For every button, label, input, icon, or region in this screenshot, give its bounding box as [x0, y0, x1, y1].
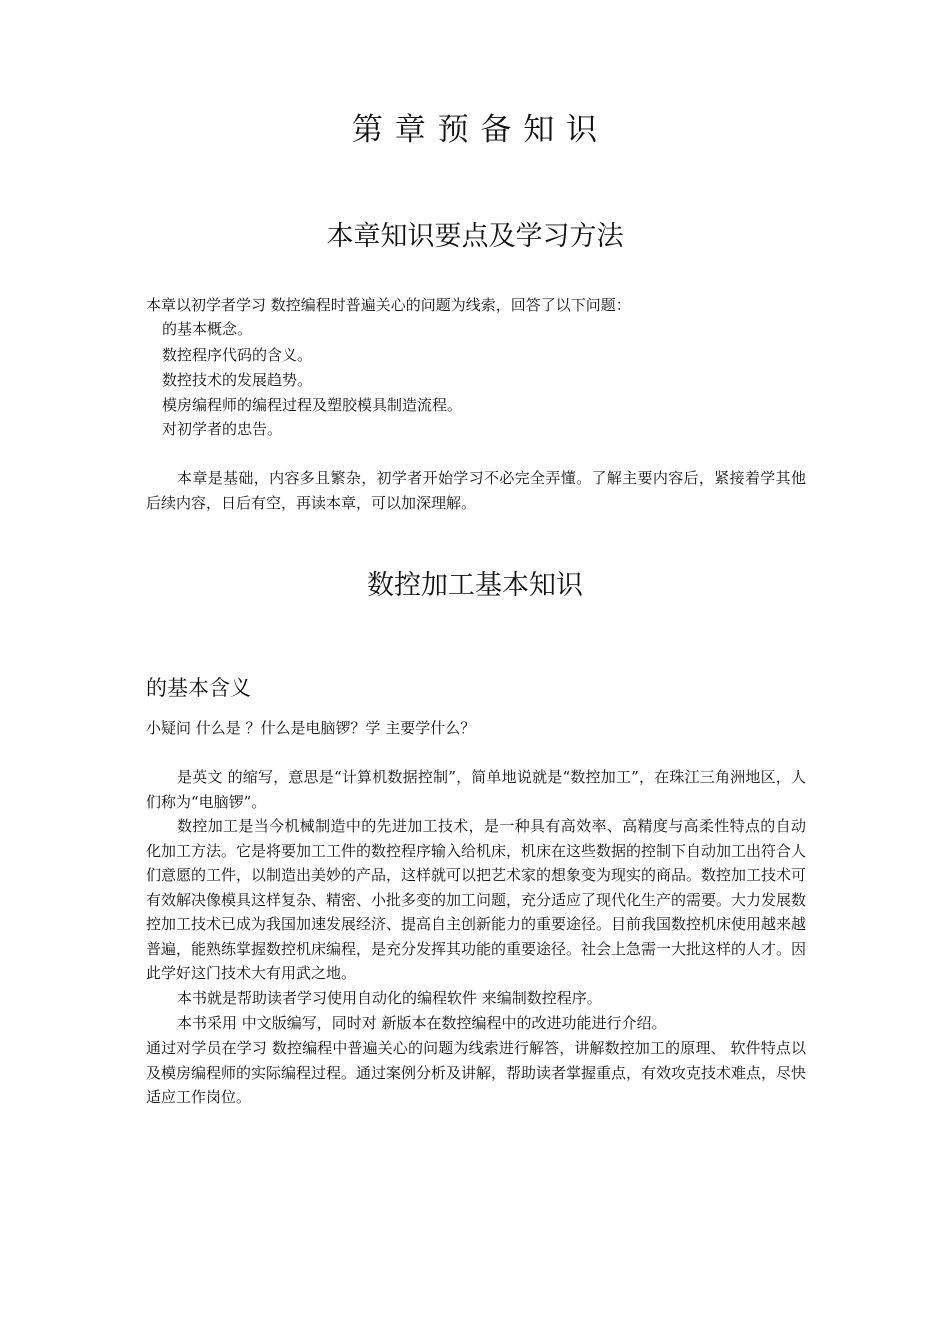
body-paragraph: 本书采用 中文版编写，同时对 新版本在数控编程中的改进功能进行介绍。 — [177, 1014, 667, 1032]
list-item: 的基本概念。 — [162, 320, 253, 338]
body-paragraph: 本书就是帮助读者学习使用自动化的编程软件 来编制数控程序。 — [177, 989, 602, 1007]
intro-text: 本章以初学者学习 数控编程时普遍关心的问题为线索，回答了以下问题： — [146, 296, 631, 314]
body-paragraph: 本章是基础，内容多且繁杂，初学者开始学习不必完全弄懂。了解主要内容后，紧接着学其他后续内容，日后有空，再读本章，可以加深理解。 — [146, 469, 806, 512]
subsection-heading: 的基本含义 — [146, 676, 251, 700]
body-paragraph: 通过对学员在学习 数控编程中普遍关心的问题为线索进行解答，讲解数控加工的原理、 软件特点以及模房编程师的实际编程过程。通过案例分析及讲解，帮助读者掌握重点，有效攻克技术难点，尽快适应工作岗位。 — [146, 1039, 807, 1106]
section-heading-2: 数控加工基本知识 — [367, 570, 583, 601]
section-heading-1: 本章知识要点及学习方法 — [326, 221, 624, 252]
list-item: 数控程序代码的含义。 — [162, 346, 313, 364]
body-paragraph: 数控加工是当今机械制造中的先进加工技术，是一种具有高效率、高精度与高柔性特点的自动化加工方法。它是将要加工工件的数控程序输入给机床，机床在这些数据的控制下自动加工出符合人们意愿的工件，以制造出美妙的产品，这样就可以把艺术家的想象变为现实的商品。数控加工技术可有效解决像模具这样复杂、精密、小批多变的加工问题，充分适应了现代化生产的需要。大力发展数控加工技术已成为我国加速发展经济、提高自主创新能力的重要途径。目前我国数控机床使用越来越普遍，能熟练掌握数控机床编程，是充分发挥其功能的重要途径。社会上急需一大批这样的人才。因此学好这门技术大有用武之地。 — [146, 817, 807, 982]
list-item: 模房编程师的编程过程及塑胶模具制造流程。 — [162, 396, 463, 414]
list-item: 数控技术的发展趋势。 — [162, 371, 313, 389]
list-item: 对初学者的忠告。 — [162, 420, 283, 438]
body-paragraph: 是英文 的缩写，意思是“计算机数据控制”，简单地说就是“数控加工”，在珠江三角洲地区，人们称为“电脑锣”。 — [146, 768, 806, 811]
question-text: 小疑问 什么是 ？什么是电脑锣？学 主要学什么？ — [146, 719, 476, 737]
chapter-title: 第 章 预 备 知 识 — [351, 112, 599, 148]
